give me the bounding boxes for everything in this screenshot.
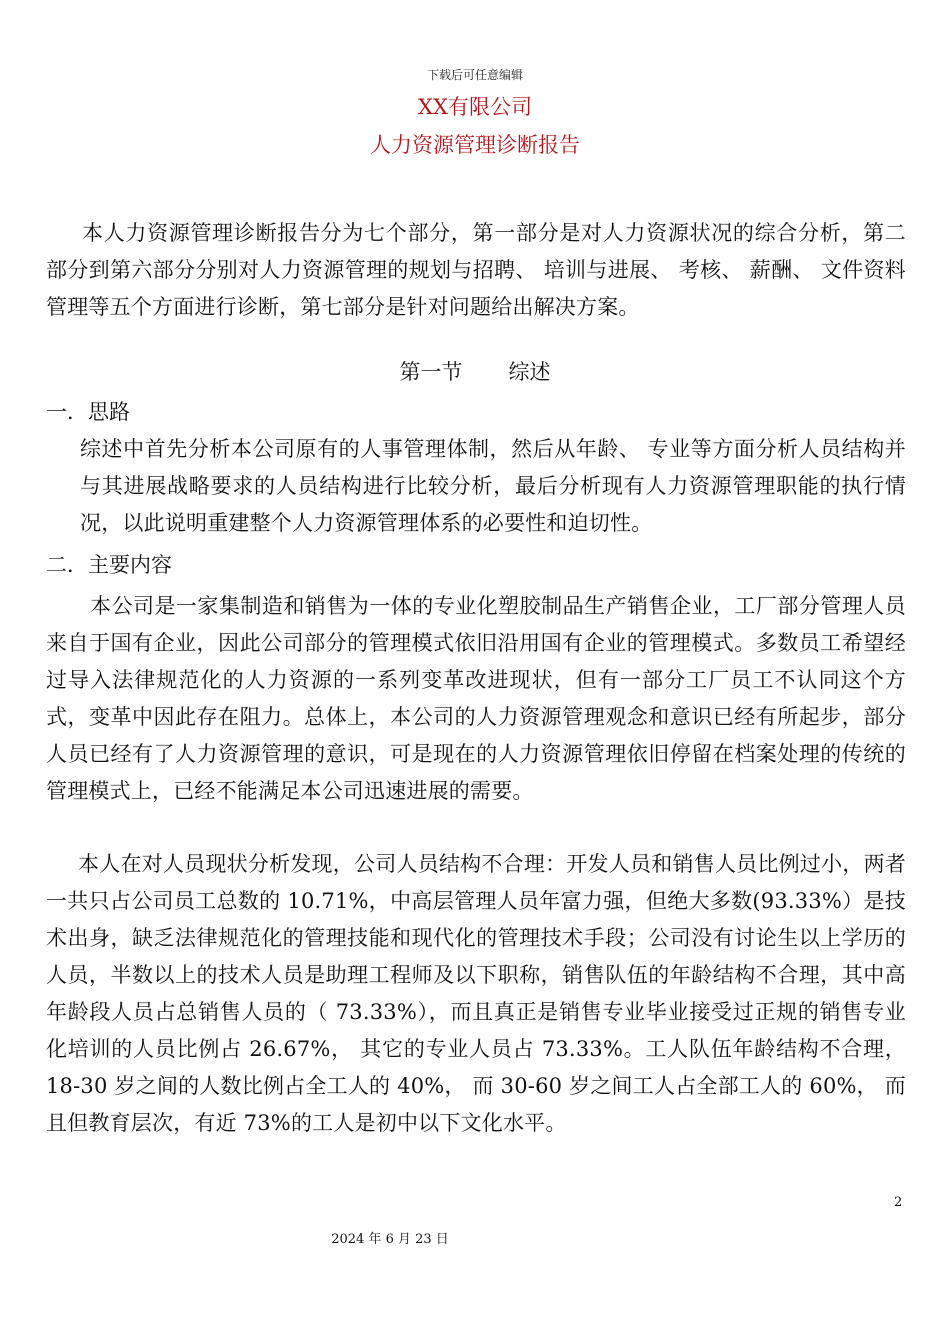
page-number: 2 (894, 1195, 903, 1210)
footer-date: 2024 年 6 月 23 日 (331, 1232, 449, 1247)
main-content-paragraph-2: 本人在对人员现状分析发现，公司人员结构不合理：开发人员和销售人员比例过小，两者一共只占公司员工总数的 10.71%，中高层管理人员年富力强，但绝大多数(93.33%）是技术出身，缺乏法律规范化的管理技能和现代化的管理技术手段；公司没有讨论生以上学历的人员，半数以上的技术人员是助理工程师及以下职称，销售队伍的年龄结构不合理，其中高年龄段人员占总销售人员的（ 73.33%），而且真正是销售专业毕业接受过正规的销售专业化培训的人员比例占 26.67%， 其它的专业人员占 73.33%。工人队伍年龄结构不合理，18-30 岁之间的人数比例占全工人的 40%， 而 30-60 岁之间工人占全部工人的 60%， 而且但教育层次，有近 73%的工人是初中以下文化水平。 (46, 852, 906, 1135)
section-name: 综述 (508, 360, 551, 384)
subsection-heading-main-content: 二．主要内容 (46, 553, 172, 577)
section-heading (0, 357, 950, 387)
approach-paragraph: 综述中首先分析本公司原有的人事管理体制，然后从年龄、 专业等方面分析人员结构并与其进展战略要求的人员结构进行比较分析，最后分析现有人力资源管理职能的执行情况，以此说明重建整个人力资源管理体系的必要性和迫切性。 (80, 437, 906, 535)
section-number: 第一节 (399, 360, 463, 384)
subsection-heading-approach: 一．思路 (46, 400, 130, 424)
header-note: 下载后可任意编辑 (426, 68, 523, 82)
intro-paragraph: 本人力资源管理诊断报告分为七个部分，第一部分是对人力资源状况的综合分析，第二部分到第六部分分别对人力资源管理的规划与招聘、 培训与进展、 考核、 薪酬、 文件资料管理等五个方面进行诊断，第七部分是针对问题给出解决方案。 (46, 221, 906, 319)
company-title: XX有限公司 (418, 95, 532, 119)
report-title: 人力资源管理诊断报告 (370, 133, 580, 157)
main-content-paragraph-1: 本公司是一家集制造和销售为一体的专业化塑胶制品生产销售企业，工厂部分管理人员来自于国有企业，因此公司部分的管理模式依旧沿用国有企业的管理模式。多数员工希望经过导入法律规范化的人力资源的一系列变革改进现状，但有一部分工厂员工不认同这个方式，变革中因此存在阻力。总体上，本公司的人力资源管理观念和意识已经有所起步，部分人员已经有了人力资源管理的意识，可是现在的人力资源管理依旧停留在档案处理的传统的管理模式上，已经不能满足本公司迅速进展的需要。 (46, 594, 906, 803)
